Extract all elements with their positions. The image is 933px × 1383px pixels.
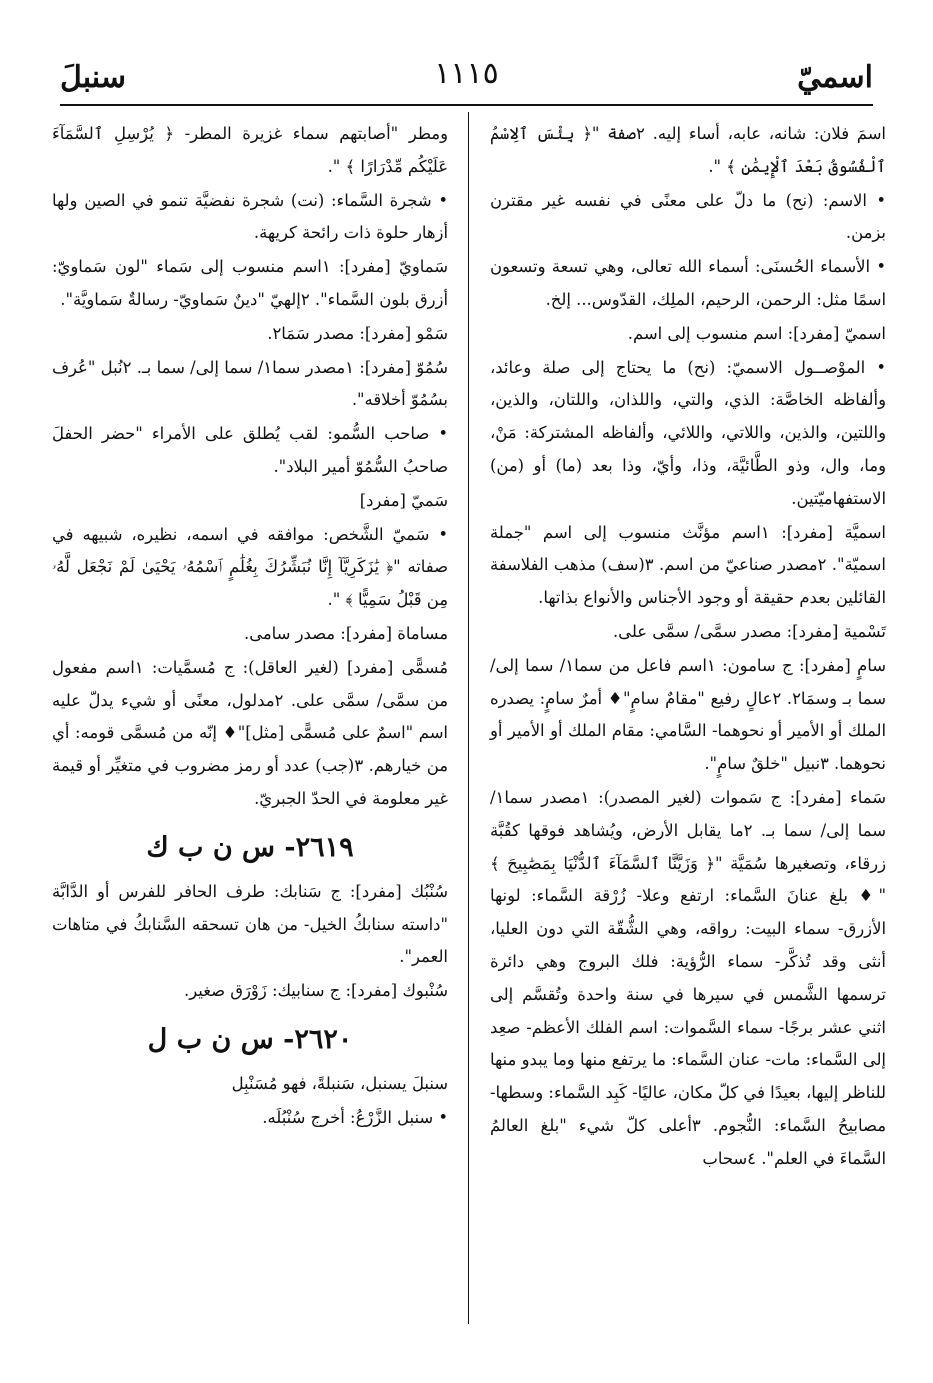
header-rule (60, 104, 873, 106)
root-heading: ٢٦١٩- س ن ب ك (146, 831, 354, 863)
entry: ومطر "أصابتهم سماء غزيرة المطر- ﴿ يُرْسِلِ ٱلسَّمَآءَ عَلَيْكُم مِّدْرَارًا ﴾ ". (52, 124, 448, 176)
entry: • سنبل الزَّرْعُ: أخرج سُنْبُلَه. (262, 1107, 448, 1127)
entry: • الأسماء الحُسنَى: أسماء الله تعالى، وهي تسعة وتسعون اسمًا مثل: الرحمن، الرحيم، الملِك، القدّوس... إلخ. (490, 257, 886, 309)
entry: • سَميّ الشَّخص: موافقه في اسمه، نظيره، شبيهه في صفاته "﴿ يَٰزَكَرِيَّآ إِنَّا نُبَشِّرُكَ بِغُلَٰمٍ ٱسْمُهُۥ يَحْيَىٰ لَمْ نَجْعَل لَّهُۥ مِن قَبْلُ سَمِيًّا ﴾ ". (52, 524, 448, 610)
entry: سَمْو [مفرد]: مصدر سَمَا٢. (267, 323, 448, 343)
entry: سَماء [مفرد]: ج سَموات (لغير المصدر): ١مصدر سما١/ سما إلى/ سما بـ. ٢ما يقابل الأرض، ويُشاهد فوقها كقُبَّة زرقاء، وتصغيرها سُمَيَّة "﴿ وَزَيَّنَّا ٱلسَّمَآءَ ٱلدُّنْيَا بِمَصَٰبِيحَ ﴾ "♦ بلغ عنانَ السَّماء: ارتفع وعلا- زُرْقة السَّماء: لونها الأزرق- سماء البيت: رواقه، وهي الشُّقّة التي دون العليا، أنثى وقد تُذكَّر- سماء الرُّؤية: فلك البروج وهي دائرة ترسمها الشَّمس في سيرها في سنة واحدة وتُقسَّم إلى اثني عشر برجًا- سماء السَّموات: اسم الفلك الأعظم- صعِد إلى السَّماء: مات- عنان السَّماء: ما يرتفع منها وما يبدو منها للناظر إليها، بعيدًا في كلّ مكان، عاليًا- كَبِد السَّماء: وسطها- مصابيحُ السَّماء: النُّجوم. ٣أعلى كلّ شيء "بلغ العالمُ السَّماءَ في العلم". ٤سحاب (490, 787, 886, 1168)
entry: • الاسم: (نح) ما دلّ على معنًى في نفسه غير مقترن بزمن. (490, 190, 886, 243)
right-column (490, 118, 886, 1177)
entry: سنبلَ يسنبل، سَنبلةً، فهو مُسَنْبِل (231, 1073, 448, 1093)
entry: سُمُوّ [مفرد]: ١مصدر سما١/ سما إلى/ سما بـ. ٢نُبل "عُرف بسُمُوّ أخلاقه". (52, 357, 448, 410)
entry: سُنْبُك [مفرد]: ج سَنابك: طرف الحافر للفرس أو الدَّابَّة "داسته سنابكُ الخيل- من هان تسحقه السَّنابكُ في متاهات العمر". (52, 881, 448, 967)
page-header (60, 52, 873, 100)
left-column (52, 118, 448, 1136)
entry: تَسْمية [مفرد]: مصدر سمَّى/ سمَّى على. (612, 621, 886, 641)
entry: مساماة [مفرد]: مصدر سامى. (243, 623, 448, 643)
entry: اسمَ فلان: شانه، عابه، أساء إليه. ٢صفة "﴿ بِئْسَ ٱلِاسْمُ ٱلْفُسُوقُ بَعْدَ ٱلْإِيمَٰنِ ﴾ ". (490, 124, 886, 176)
entry: مُسمًّى [مفرد] (لغير العاقل): ج مُسمَّيات: ١اسم مفعول من سمَّى/ سمَّى على. ٢مدلول، معنًى أو شيء يدلّ عليه اسم "اسمٌ على مُسمًّى [مثل]"♦ إنّه من مُسمَّى قومه: أي من خيارهم. ٣(جب) عدد أو رمز مضروب في متغيِّر أو قيمة غير معلومة في الحدّ الجبريّ. (52, 657, 448, 808)
root-heading: ٢٦٢٠- س ن ب ل (147, 1023, 353, 1055)
first-headword: اسميّ (797, 60, 873, 95)
page-number: ١١١٥ (434, 56, 499, 91)
entry: سُنْبوك [مفرد]: ج سنابيك: زَوْرَق صغير. (184, 981, 448, 1001)
entry: اسميَّة [مفرد]: ١اسم مؤنَّث منسوب إلى اسم "جملة اسميّة". ٢مصدر صناعيّ من اسم. ٣(سف) مذهب الفلاسفة القائلين بعدم حقيقة أو وجود الأجناس والأنواع بذاتها. (490, 522, 886, 608)
entry: • الموْصــول الاسميّ: (نح) ما يحتاج إلى صلة وعائد، وألفاظه الخاصَّة: الذي، والتي، واللذان، واللتان، والذين، واللتين، والذين، واللاتي، واللائي، وألفاظه المشتركة: مَنْ، وما، وال، وذو الطَّائيَّة، وذا، وأيّ، وذا بعد (ما) أو (من) الاستفهاميّتين. (490, 357, 886, 508)
entry: سَماويّ [مفرد]: ١اسم منسوب إلى سَماء "لون سَماويّ: أزرق بلون السَّماء". ٢إلهيّ "دينٌ سَماويّ- رسالةٌ سَماويَّة". (52, 257, 448, 309)
entry: سامٍ [مفرد]: ج سامون: ١اسم فاعل من سما١/ سما إلى/ سما بـ وسمَا٢. ٢عالٍ رفيع "مقامٌ سامٍ"♦ أمرٌ سامٍ: يصدره الملك أو الأمير أو نحوهما- السَّامي: مقام الملك أو الأمير أو نحوهما. ٣نبيل "خلقٌ سامٍ". (490, 655, 887, 774)
last-headword: سنبلَ (60, 60, 126, 95)
column-divider (468, 112, 469, 1324)
entry: سَميّ [مفرد] (359, 490, 448, 510)
entry: اسميّ [مفرد]: اسم منسوب إلى اسم. (627, 323, 886, 343)
entry: • شجرة السَّماء: (نت) شجرة نفضيَّة تنمو في الصين ولها أزهار حلوة ذات رائحة كريهة. (52, 190, 448, 243)
entry: • صاحب السُّمو: لقب يُطلق على الأمراء "حضر الحفلَ صاحبُ السُّمُوّ أمير البلاد". (52, 424, 448, 476)
